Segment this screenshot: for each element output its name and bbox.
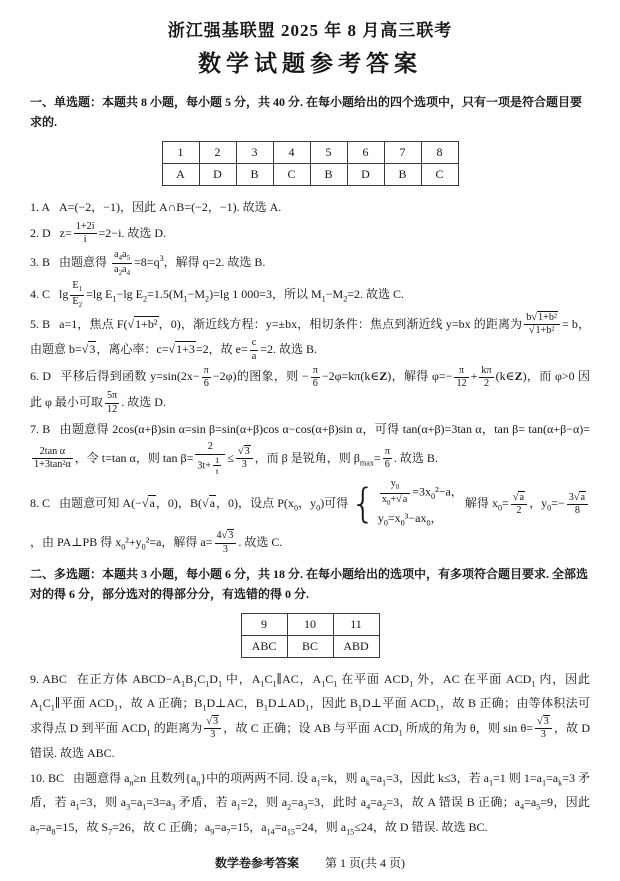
page-footer [0, 854, 620, 871]
item-label: 1. A [30, 199, 51, 214]
item-body: a=1，焦点 F(√1+b²，0)，渐近线方程：y=±bx，相切条件：焦点到渐近线 y=bx 的距离为 $\frac{\text{b√1+b²}}{\text{√1+b²}}$ = b，由题意 b=√3，离心率：c=√1+3=2，故 e= $\frac{c}{a}$ =2. 故选 B. [30, 312, 591, 362]
single-choice-answer-table [162, 141, 459, 186]
item-label: 3. B [30, 255, 51, 270]
item-label: 8. C [30, 496, 51, 511]
answer-table-number-row [241, 613, 379, 635]
answer-letter-cell: B [236, 163, 273, 185]
answer-letter-cell: D [199, 163, 236, 185]
item-body: 在正方体 $ABCD-A_1B_1C_1D_1$ 中，$A_1C_1\parallel AC$，$A_1C_1$ 在平面 $ACD_1$ 外，AC 在平面 $ACD_1$ 内，因此 $A_1C_1\parallel$平面 $ACD_1$，故 A 正确；$B_1D\perp AC$，$B_1D\perp AD_1$，因此 $B_1D\perp$平面 $ACD_1$，故 B 正确；由等体积法可求得点 D 到平面 $ACD_1$ 的距离为 $\frac{√3}{3}$ ，故 C 正确；设 AB 与平面 $ACD_1$ 所成的角为 θ，则 sin θ= $\frac{√3}{3}$ ，故 D 错误. 故选 ABC. [30, 671, 590, 760]
explanation-item-8 [30, 478, 590, 555]
exam-title: 浙江强基联盟 2025 年 8 月高三联考 [167, 21, 453, 40]
item-body: 由题意得 2cos(α+β)sin α=sin β=sin(α+β)cos α−cos(α+β)sin α，可得 tan(α+β)=3tan α，tan β= tan(α+β−α)= $\frac{\text{2tan α}}{\text{1+3tan²α}}$ ，令 t=tan α，则 tan β= 2 3t+ $\frac{1}{t}$ ≤ $\frac{√3}{3}$ ，而 β 是锐角，则 $\beta_{max}=$ $\frac{\pi}{6}$ . 故选 B. [34, 421, 590, 476]
answer-table-answer-row [162, 163, 458, 185]
explanation-item-3 [30, 249, 590, 279]
answer-letter-cell: A [162, 163, 199, 185]
answer-letter-cell: C [273, 163, 310, 185]
question-number-cell: 2 [199, 141, 236, 163]
item-label: 7. B [30, 421, 51, 436]
question-number-cell: 10 [287, 613, 333, 635]
explanation-item-4 [30, 280, 590, 310]
explanation-item-7 [30, 418, 590, 476]
answer-table-number-row [162, 141, 458, 163]
footer-title: 数学卷参考答案 [214, 856, 299, 870]
item-label: 4. C [30, 286, 51, 301]
answer-letter-cell: C [421, 163, 458, 185]
question-number-cell: 5 [310, 141, 347, 163]
item-label: 9. ABC [30, 671, 67, 686]
paper-subtitle: 数学试题参考答案 [198, 51, 422, 76]
item-body: 由题意可知 A(−√a，0)，B(√a，0)，设点 $P(x_0$，$y_0$)可得 { $\frac{y_0}{x_0+√a}$ $=3x_0^2-a$， $y_0=x_0^3-ax_0$， 解得 $x_0=$ $\frac{√a}{2}$ ，$y_0=-$ $\frac{3√a}{8}$ ，由 PA⊥PB 得 $x_0^2+y_0^2=a$，解得 a= $\frac{4√3}{3}$ . 故选 C. [30, 496, 590, 549]
answer-letter-cell: ABC [241, 635, 287, 657]
item-body: 由题意得 $\frac{a_4a_5}{a_2a_4}$ $=8=q^3$，解得 q=2. 故选 B. [59, 248, 266, 278]
question-number-cell: 9 [241, 613, 287, 635]
single-choice-section-heading: 一、单选题：本题共 8 小题，每小题 5 分，共 40 分. 在每小题给出的四个选项中，只有一项是符合题目要求的. [30, 95, 583, 130]
question-number-cell: 11 [333, 613, 379, 635]
item-body: z= $\frac{1+2i}{i}$ =2−i. 故选 D. [59, 221, 167, 246]
item-label: 6. D [30, 369, 52, 384]
answer-table-answer-row [241, 635, 379, 657]
explanation-item-6 [30, 365, 590, 416]
multi-choice-answer-table [241, 613, 380, 658]
multi-choice-section-heading: 二、多选题：本题共 3 小题，每小题 6 分，共 18 分. 在每小题给出的选项中，有多项符合题目要求. 全部选对的得 6 分，部分选对的得部分分，有选错的得 0 分. [30, 566, 589, 602]
question-number-cell: 3 [236, 141, 273, 163]
question-number-cell: 1 [162, 141, 199, 163]
item-body: A=(−2，−1)，因此 A∩B=(−2，−1). 故选 A. [59, 199, 282, 214]
explanation-item-2 [30, 221, 590, 246]
footer-page-number: 第 1 页(共 4 页) [325, 856, 405, 870]
item-label: 2. D [30, 225, 51, 240]
item-body: 由题意得 $a_n\ge n$ 且数列$\{a_n\}$中的项两两不同. 设 $a_1=k$，则 $a_k=a_1=3$，因此 k≤3，若 $a_1=1$ 则 $1=a_1=a_k=3$ 矛盾，若 $a_1=3$，则 $a_3=a_1=3=a_3$ 矛盾，若 $a_1=2$，则 $a_2=a_3=3$，此时 $a_4=a_2=3$，故 A 错误 B 正确；$a_4=a_5=9$，因此 $a_7=a_8=15$，故 $S_7=26$，故 C 正确；$a_9=a_7=15$，$a_{14}=a_{15}=24$，则 $a_{15}\le 24$，故 D 错误. 故选 BC. [30, 770, 590, 836]
explanation-item-10 [30, 767, 590, 840]
explanation-item-5 [30, 312, 590, 363]
explanation-item-9 [30, 668, 590, 765]
question-number-cell: 8 [421, 141, 458, 163]
answer-letter-cell: B [310, 163, 347, 185]
answer-letter-cell: B [384, 163, 421, 185]
item-label: 5. B [30, 316, 51, 331]
item-body: 平移后得到函数 y=sin(2x− $\frac{\pi}{6}$ −2φ)的图象，则 − $\frac{\pi}{6}$ −2φ=kπ(k∈Z)，解得 φ=− $\frac{\pi}{12}$ + $\frac{k\pi}{2}$ (k∈Z)，而 φ>0 因此 φ 最小可取 $\frac{5\pi}{12}$ . 故选 D. [30, 364, 590, 415]
question-number-cell: 4 [273, 141, 310, 163]
question-number-cell: 6 [347, 141, 384, 163]
item-label: 10. BC [30, 770, 65, 785]
answer-letter-cell: BC [287, 635, 333, 657]
explanation-item-1 [30, 196, 590, 219]
item-body: lg $\frac{E_1}{E_2}$ =lg $E_1-\lg$ $E_2=1.5(M_1-M_2)=\lg$ 1 000=3，所以 $M_1-M_2=2$. 故选 C. [59, 280, 405, 309]
answer-letter-cell: D [347, 163, 384, 185]
question-number-cell: 7 [384, 141, 421, 163]
answer-letter-cell: ABD [333, 635, 379, 657]
